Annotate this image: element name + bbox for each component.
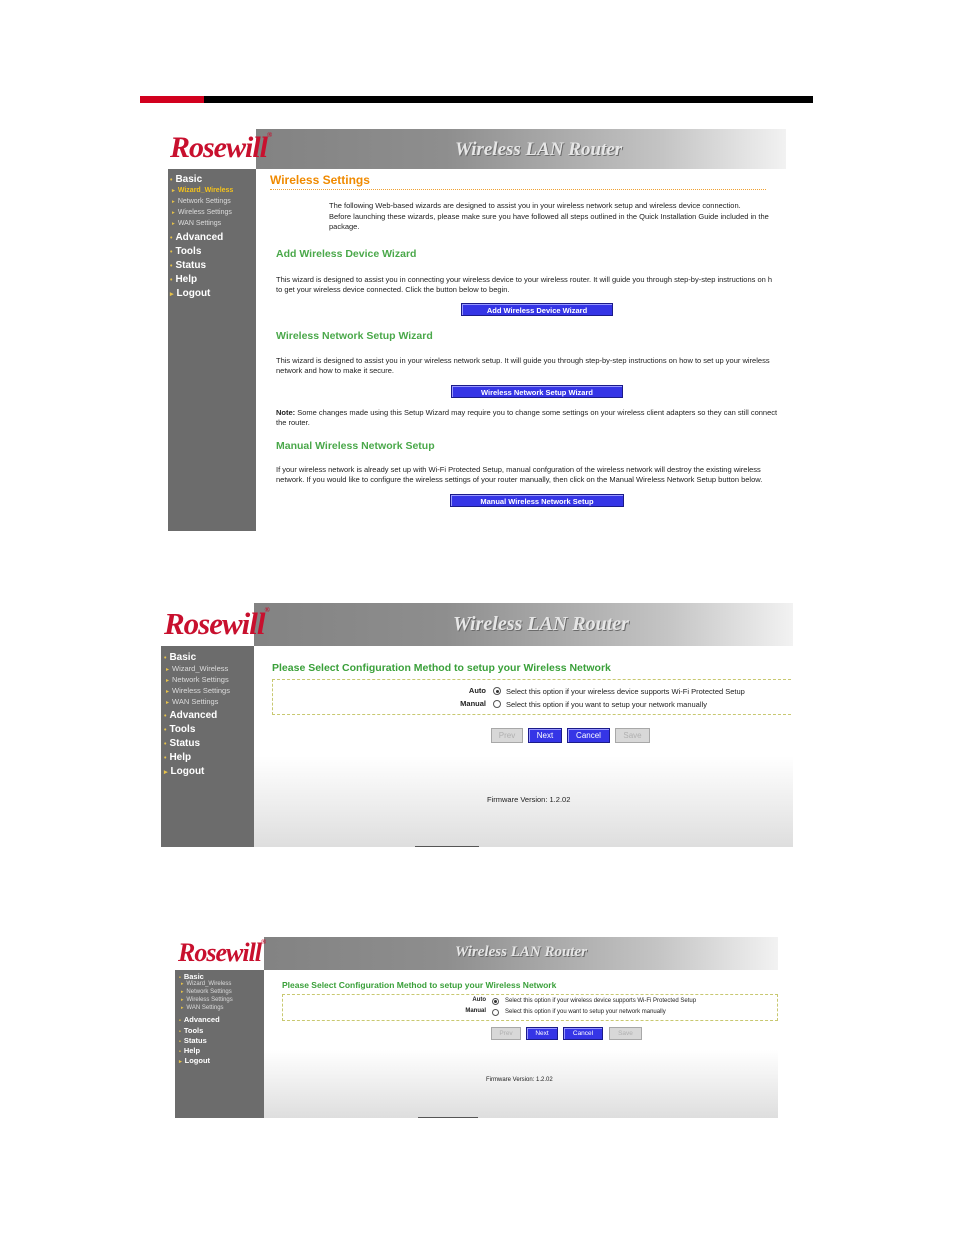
network-setup-desc-1: This wizard is designed to assist you in your wireless network setup. It will guide you through step-by-step instructions on how to set up your wireless [276, 356, 770, 365]
rosewill-logo: Rosewill® [178, 938, 266, 967]
nav-status[interactable]: • Status [179, 1036, 207, 1045]
rosewill-logo: Rosewill® [164, 606, 269, 641]
nav-advanced[interactable]: • Advanced [179, 1015, 220, 1024]
auto-desc: Select this option if your wireless device supports Wi-Fi Protected Setup [506, 687, 745, 696]
sidebar-nav [161, 646, 254, 847]
auto-label: Auto [472, 997, 486, 1003]
router-banner [168, 129, 786, 169]
prev-button[interactable]: Prev [491, 1027, 521, 1040]
nav-basic[interactable]: • Basic [179, 972, 204, 981]
cancel-button[interactable]: Cancel [563, 1027, 603, 1040]
router-banner [175, 937, 778, 970]
header-accent-bar [140, 96, 204, 103]
nav-wizard-wireless[interactable]: ▸ Wizard_Wireless [166, 664, 229, 673]
auto-radio[interactable] [493, 687, 501, 695]
nav-status[interactable]: • Status [164, 738, 201, 749]
auto-label: Auto [468, 686, 486, 695]
nav-wan-settings[interactable]: ▸ WAN Settings [166, 697, 219, 706]
intro-line-3: package. [329, 222, 360, 231]
footer-fade [264, 1050, 778, 1118]
nav-advanced[interactable]: • Advanced [170, 232, 224, 243]
page-title: Wireless Settings [270, 173, 370, 187]
nav-wireless-settings[interactable]: ▸ Wireless Settings [172, 209, 232, 216]
nav-wireless-settings[interactable]: ▸ Wireless Settings [181, 997, 233, 1003]
nav-advanced[interactable]: • Advanced [164, 710, 218, 721]
nav-tools[interactable]: • Tools [164, 724, 196, 735]
auto-radio[interactable] [492, 998, 499, 1005]
prev-button[interactable]: Prev [491, 728, 523, 743]
intro-line-2: Before launching these wizards, please make sure you have followed all steps outlined in the Quick Installation Guide included in the [329, 212, 769, 221]
nav-network-settings[interactable]: ▸ Network Settings [166, 675, 229, 684]
nav-network-settings[interactable]: ▸ Network Settings [181, 989, 232, 995]
config-method-content [254, 646, 793, 847]
save-button[interactable]: Save [609, 1027, 642, 1040]
add-device-desc-2: to get your wireless device connected. Click the button below to begin. [276, 285, 510, 294]
firmware-version: Firmware Version: 1.2.02 [487, 795, 571, 804]
save-button[interactable]: Save [615, 728, 650, 743]
banner-title: Wireless LAN Router [455, 944, 587, 960]
intro-line-1: The following Web-based wizards are designed to assist you in your wireless network setup and wireless device connection. [329, 201, 741, 210]
manual-setup-heading: Manual Wireless Network Setup [276, 440, 435, 452]
nav-help[interactable]: • Help [170, 274, 198, 285]
network-setup-heading: Wireless Network Setup Wizard [276, 330, 433, 342]
nav-wan-settings[interactable]: ▸ WAN Settings [172, 220, 222, 227]
underline-stub [418, 1117, 478, 1118]
manual-radio[interactable] [492, 1009, 499, 1016]
config-title: Please Select Configuration Method to setup your Wireless Network [282, 980, 557, 990]
router-banner [161, 603, 793, 646]
manual-radio[interactable] [493, 700, 501, 708]
screenshot-config-method [161, 603, 793, 847]
header-rule [204, 96, 813, 103]
next-button[interactable]: Next [528, 728, 562, 743]
config-title: Please Select Configuration Method to setup your Wireless Network [272, 662, 611, 674]
manual-setup-desc-1: If your wireless network is already set up with Wi-Fi Protected Setup, manual confguration of the wireless network will destroy the existing wireless [276, 465, 761, 474]
note-line-2: the router. [276, 418, 310, 427]
underline-stub [415, 846, 479, 847]
nav-wizard-wireless[interactable]: ▸ Wizard_Wireless [181, 981, 232, 987]
screenshot-config-method-small [175, 937, 778, 1118]
title-divider [270, 189, 766, 190]
nav-logout[interactable]: ▸ Logout [179, 1056, 211, 1065]
nav-logout[interactable]: ▸ Logout [170, 288, 211, 299]
sidebar-nav [168, 169, 256, 531]
manual-label: Manual [460, 699, 486, 708]
nav-basic[interactable]: • Basic [170, 174, 203, 185]
screenshot-wireless-settings [168, 129, 786, 531]
nav-wireless-settings[interactable]: ▸ Wireless Settings [166, 686, 230, 695]
banner-title: Wireless LAN Router [453, 613, 629, 635]
wireless-network-setup-wizard-button[interactable]: Wireless Network Setup Wizard [451, 385, 623, 398]
cancel-button[interactable]: Cancel [567, 728, 610, 743]
next-button[interactable]: Next [526, 1027, 558, 1040]
nav-wizard-wireless[interactable]: ▸ Wizard_Wireless [172, 187, 234, 194]
nav-status[interactable]: • Status [170, 260, 207, 271]
add-device-desc-1: This wizard is designed to assist you in connecting your wireless device to your wireless router. It will guide you through step-by-step instructions on h [276, 275, 773, 284]
manual-desc: Select this option if you want to setup your network manually [506, 700, 707, 709]
manual-label: Manual [465, 1008, 486, 1014]
nav-basic[interactable]: • Basic [164, 652, 197, 663]
banner-title: Wireless LAN Router [455, 139, 623, 160]
nav-wan-settings[interactable]: ▸ WAN Settings [181, 1005, 224, 1011]
firmware-version: Firmware Version: 1.2.02 [486, 1077, 553, 1083]
config-method-content [264, 970, 778, 1118]
network-setup-desc-2: network and how to make it secure. [276, 366, 394, 375]
config-options-box [272, 679, 793, 715]
nav-network-settings[interactable]: ▸ Network Settings [172, 198, 231, 205]
nav-help[interactable]: • Help [164, 752, 192, 763]
add-wireless-device-wizard-button[interactable]: Add Wireless Device Wizard [461, 303, 613, 316]
manual-wireless-network-setup-button[interactable]: Manual Wireless Network Setup [450, 494, 624, 507]
nav-tools[interactable]: • Tools [179, 1026, 204, 1035]
auto-desc: Select this option if your wireless device supports Wi-Fi Protected Setup [505, 998, 697, 1004]
nav-logout[interactable]: ▸ Logout [164, 766, 205, 777]
sidebar-nav [175, 970, 264, 1118]
manual-desc: Select this option if you want to setup your network manually [505, 1009, 666, 1015]
add-device-heading: Add Wireless Device Wizard [276, 248, 417, 260]
nav-tools[interactable]: • Tools [170, 246, 202, 257]
wireless-settings-content [256, 169, 786, 531]
nav-help[interactable]: • Help [179, 1046, 201, 1055]
rosewill-logo: Rosewill® [170, 131, 272, 164]
manual-setup-desc-2: network. If you would like to configure the wireless settings of your router manually, then click on the Manual Wireless Network Setup button below. [276, 475, 763, 484]
note-line-1: Note: Some changes made using this Setup Wizard may require you to change some settings on your wireless client adapters so they can still connect [276, 408, 778, 417]
